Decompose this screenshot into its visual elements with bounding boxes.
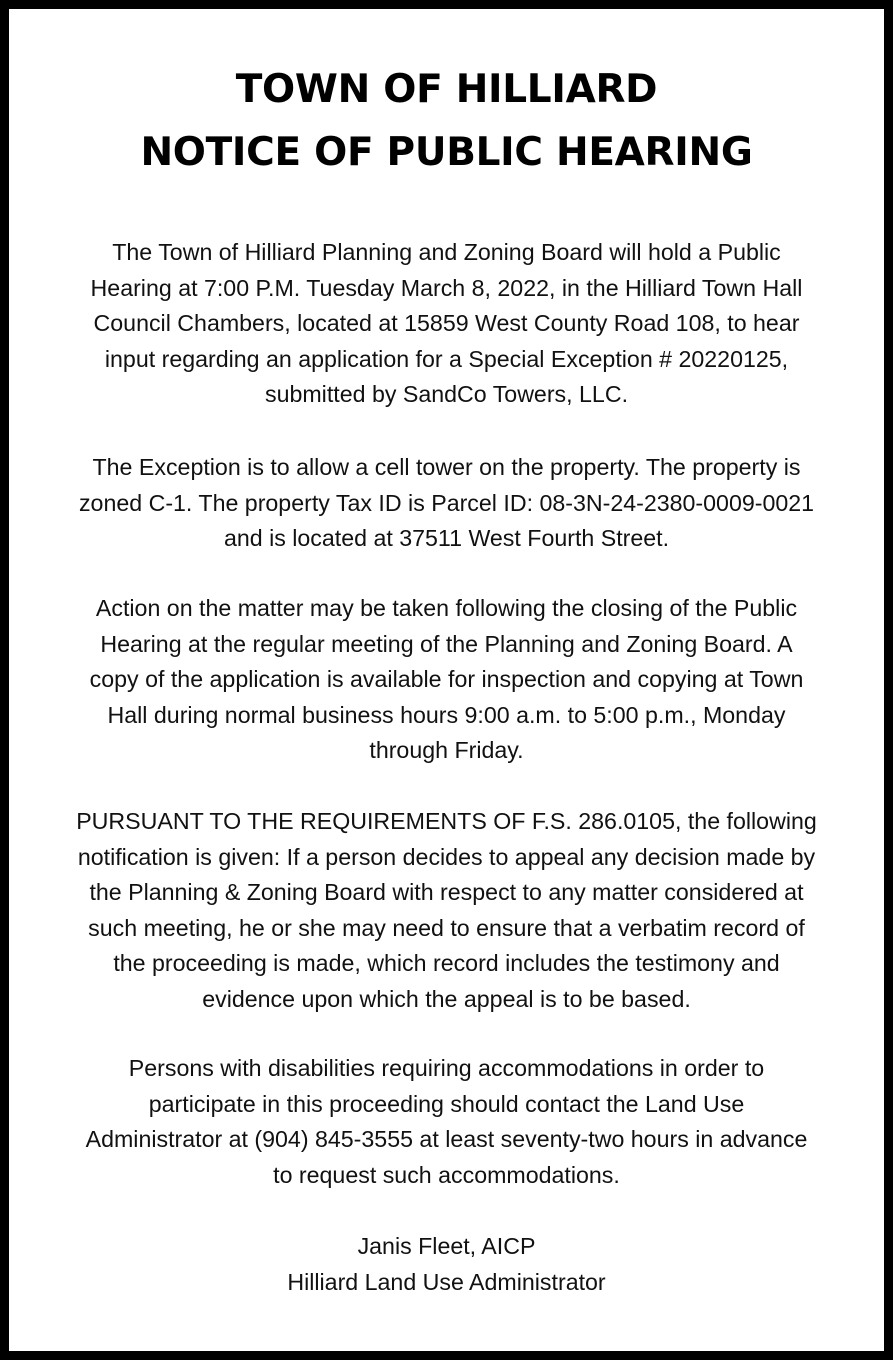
accessibility-paragraph (27, 1051, 866, 1193)
paragraph-line: to request such accommodations. (273, 1161, 620, 1188)
paragraph-line: Hall during normal business hours 9:00 a.m. to 5:00 p.m., Monday (107, 701, 786, 728)
paragraph-line: The Town of Hilliard Planning and Zoning Board will hold a Public (112, 239, 781, 265)
paragraph-line: Council Chambers, located at 15859 West County Road 108, to hear (93, 310, 800, 337)
signature-block (27, 1229, 866, 1300)
paragraph-line: Hearing at 7:00 P.M. Tuesday March 8, 2022, in the Hilliard Town Hall (90, 274, 803, 301)
notice-title-hearing: NOTICE OF PUBLIC HEARING (140, 130, 753, 175)
paragraph-line: through Friday. (369, 737, 524, 764)
paragraph-line: the proceeding is made, which record includes the testimony and (113, 950, 780, 977)
notice-title-town: TOWN OF HILLIARD (235, 67, 658, 112)
paragraph-line: evidence upon which the appeal is to be based. (202, 985, 691, 1012)
paragraph-line: the Planning & Zoning Board with respect to any matter considered at (89, 879, 804, 906)
paragraph-line: input regarding an application for a Special Exception # 20220125, (104, 345, 789, 372)
paragraph-line: zoned C-1. The property Tax ID is Parcel ID: 08-3N-24-2380-0009-0021 (78, 489, 815, 516)
appeal-notification-paragraph (27, 804, 866, 1018)
paragraph-line: Action on the matter may be taken following the closing of the Public (95, 595, 798, 621)
paragraph-line: copy of the application is available for inspection and copying at Town (89, 666, 804, 693)
paragraph-line: and is located at 37511 West Fourth Street. (223, 525, 670, 552)
paragraph-line: submitted by SandCo Towers, LLC. (264, 381, 629, 408)
action-paragraph (27, 591, 866, 769)
paragraph-line: notification is given: If a person decides to appeal any decision made by (77, 843, 816, 870)
paragraph-line: Persons with disabilities requiring accommodations in order to (128, 1055, 765, 1081)
paragraph-line: participate in this proceeding should contact the Land Use (148, 1090, 745, 1117)
paragraph-line: such meeting, he or she may need to ensure that a verbatim record of (88, 914, 805, 941)
paragraph-line: PURSUANT TO THE REQUIREMENTS OF F.S. 286.0105, the following (76, 808, 817, 834)
hearing-details-paragraph (27, 235, 866, 413)
paragraph-line: The Exception is to allow a cell tower on the property. The property is (92, 454, 801, 480)
signatory-name: Janis Fleet, AICP (357, 1233, 536, 1259)
signatory-title: Hilliard Land Use Administrator (287, 1268, 606, 1295)
paragraph-line: Hearing at the regular meeting of the Planning and Zoning Board. A (100, 630, 793, 657)
paragraph-line: Administrator at (904) 845-3555 at least seventy-two hours in advance (85, 1126, 808, 1153)
exception-details-paragraph (27, 450, 866, 557)
